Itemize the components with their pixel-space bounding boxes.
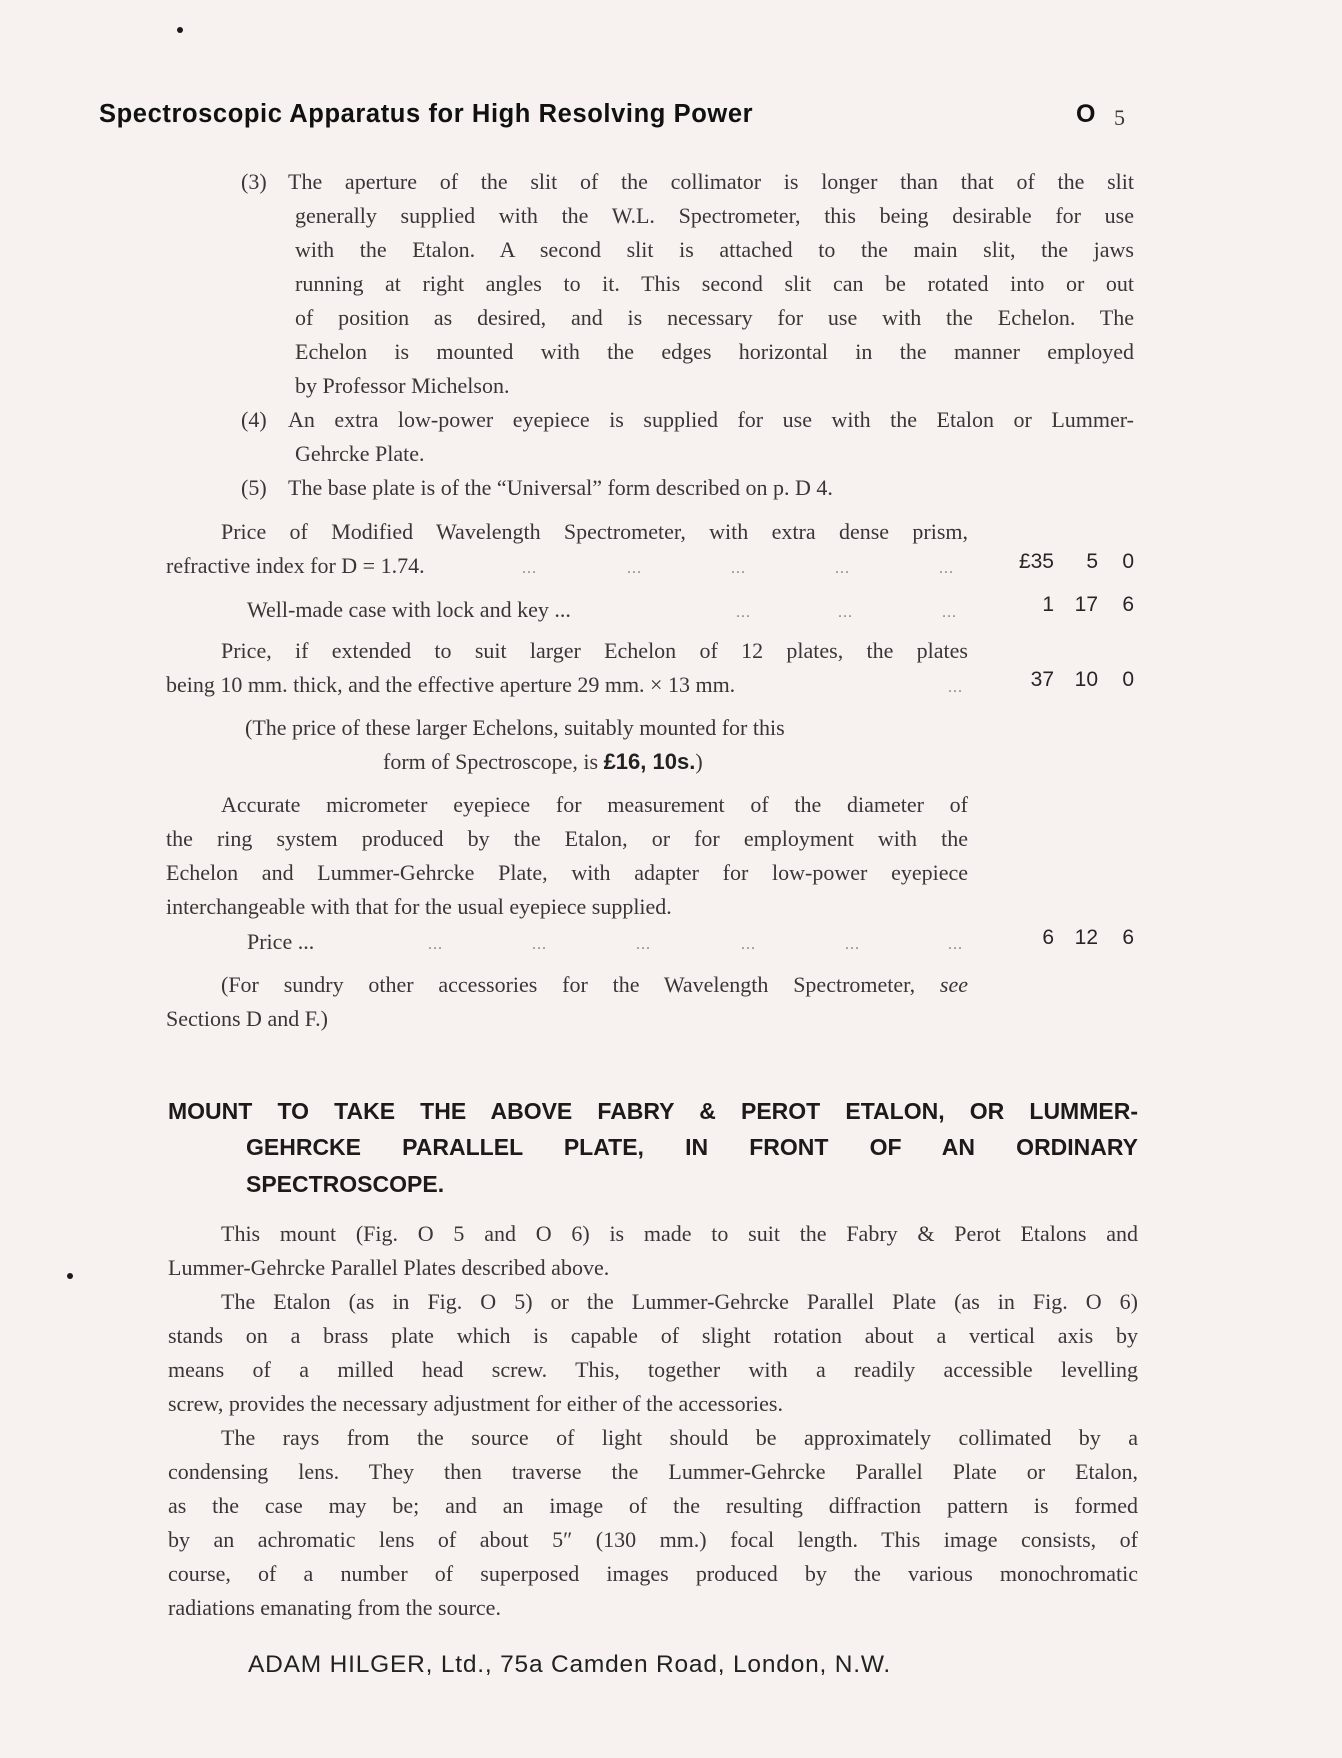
price-description: Echelon and Lummer-Gehrcke Plate, with adapter for low-power eyepiece — [166, 860, 968, 885]
price-description: the ring system produced by the Etalon, or for employment with the — [166, 826, 968, 851]
leader-dots: ... — [838, 604, 853, 621]
paragraph-line: condensing lens. They then traverse the Lummer-Gehrcke Parallel Plate or Etalon, — [168, 1459, 1138, 1484]
footer-company: ADAM HILGER, Ltd., — [248, 1651, 493, 1678]
leader-dots: ... — [522, 560, 537, 577]
item-line: An extra low-power eyepiece is supplied for use with the Etalon or Lummer- — [288, 407, 1134, 432]
paragraph-line: The Etalon (as in Fig. O 5) or the Lummer-Gehrcke Parallel Plate (as in Fig. O 6) — [221, 1289, 1138, 1314]
paragraph-line: The rays from the source of light should be approximately collimated by a — [221, 1425, 1138, 1450]
price-pence: 6 — [1122, 926, 1134, 949]
price-description: Accurate micrometer eyepiece for measurement of the diameter of — [221, 792, 968, 817]
footer-address: 75a Camden Road, London, N.W. — [492, 1651, 892, 1678]
paragraph-line: stands on a brass plate which is capable of slight rotation about a vertical axis by — [168, 1323, 1138, 1348]
paragraph-line: This mount (Fig. O 5 and O 6) is made to suit the Fabry & Perot Etalons and — [221, 1221, 1138, 1246]
leader-dots: ... — [731, 560, 746, 577]
price-pounds: 37 — [1030, 668, 1054, 691]
page-section-letter: O — [1076, 100, 1096, 128]
price-pence: 0 — [1122, 668, 1134, 691]
price-description: refractive index for D = 1.74. — [166, 553, 425, 578]
item-line: The base plate is of the “Universal” form described on p. D 4. — [288, 475, 833, 500]
item-number: (5) — [241, 475, 267, 500]
note-line — [383, 745, 703, 779]
price-pounds: £35 — [1018, 550, 1054, 573]
price-label: Price ... — [247, 929, 315, 954]
heading-line: MOUNT TO TAKE THE ABOVE FABRY & PEROT ETALON, OR LUMMER- — [168, 1098, 1138, 1124]
paragraph-line: screw, provides the necessary adjustment for either of the accessories. — [168, 1391, 783, 1416]
price-pence: 0 — [1122, 550, 1134, 573]
note-text: (For sundry other accessories for the Wavelength Spectrometer, — [221, 972, 940, 997]
price-pounds: 1 — [1042, 593, 1054, 616]
price-shillings: 12 — [1074, 926, 1098, 949]
leader-dots: ... — [845, 936, 860, 953]
publisher-footer — [248, 1651, 891, 1679]
leader-dots: ... — [627, 560, 642, 577]
heading-line: GEHRCKE PARALLEL PLATE, IN FRONT OF AN ORDINARY — [246, 1134, 1138, 1160]
paragraph-line: radiations emanating from the source. — [168, 1595, 501, 1620]
leader-dots: ... — [942, 604, 957, 621]
price-pence: 6 — [1122, 593, 1134, 616]
paragraph-line: Lummer-Gehrcke Parallel Plates described above. — [168, 1255, 610, 1280]
item-line: generally supplied with the W.L. Spectrometer, this being desirable for use — [295, 203, 1134, 228]
paragraph-line: as the case may be; and an image of the resulting diffraction pattern is formed — [168, 1493, 1138, 1518]
leader-dots: ... — [948, 679, 963, 696]
price-description: being 10 mm. thick, and the effective aperture 29 mm. × 13 mm. — [166, 672, 736, 697]
leader-dots: ... — [532, 936, 547, 953]
heading-line: SPECTROSCOPE. — [246, 1171, 445, 1197]
item-line: with the Etalon. A second slit is attached to the main slit, the jaws — [295, 237, 1134, 262]
note-line: (The price of these larger Echelons, suitably mounted for this — [245, 715, 785, 740]
item-number: (4) — [241, 407, 267, 432]
leader-dots: ... — [948, 936, 963, 953]
price-description: Well-made case with lock and key ... — [247, 597, 571, 622]
paragraph-line: means of a milled head screw. This, together with a readily accessible levelling — [168, 1357, 1138, 1382]
leader-dots: ... — [939, 560, 954, 577]
note-line: Sections D and F.) — [166, 1006, 329, 1031]
item-number: (3) — [241, 169, 267, 194]
leader-dots: ... — [636, 936, 651, 953]
page-number: 5 — [1114, 105, 1125, 130]
print-speck — [67, 1273, 73, 1279]
price-description: Price, if extended to suit larger Echelon of 12 plates, the plates — [221, 638, 968, 663]
leader-dots: ... — [835, 560, 850, 577]
item-line: running at right angles to it. This second slit can be rotated into or out — [295, 271, 1134, 296]
item-line: Echelon is mounted with the edges horizontal in the manner employed — [295, 339, 1134, 364]
price-shillings: 10 — [1074, 668, 1098, 691]
price-description: interchangeable with that for the usual eyepiece supplied. — [166, 894, 672, 919]
leader-dots: ... — [741, 936, 756, 953]
item-line: The aperture of the slit of the collimator is longer than that of the slit — [288, 169, 1134, 194]
item-line: Gehrcke Plate. — [295, 441, 425, 466]
note-italic: see — [939, 972, 968, 997]
note-text: ) — [695, 749, 703, 774]
price-description: Price of Modified Wavelength Spectrometer, with extra dense prism, — [221, 519, 968, 544]
note-bold-price: £16, 10s. — [603, 749, 696, 774]
price-pounds: 6 — [1042, 926, 1054, 949]
paragraph-line: by an achromatic lens of about 5″ (130 mm.) focal length. This image consists, of — [168, 1527, 1138, 1552]
note-line — [221, 968, 968, 1002]
price-shillings: 17 — [1074, 593, 1098, 616]
leader-dots: ... — [736, 604, 751, 621]
print-speck — [177, 27, 183, 33]
item-line: by Professor Michelson. — [295, 373, 510, 398]
running-header: Spectroscopic Apparatus for High Resolving Power — [99, 100, 754, 128]
note-text: form of Spectroscope, is — [383, 749, 604, 774]
paragraph-line: course, of a number of superposed images produced by the various monochromatic — [168, 1561, 1138, 1586]
price-shillings: 5 — [1086, 550, 1098, 573]
item-line: of position as desired, and is necessary for use with the Echelon. The — [295, 305, 1134, 330]
leader-dots: ... — [428, 936, 443, 953]
